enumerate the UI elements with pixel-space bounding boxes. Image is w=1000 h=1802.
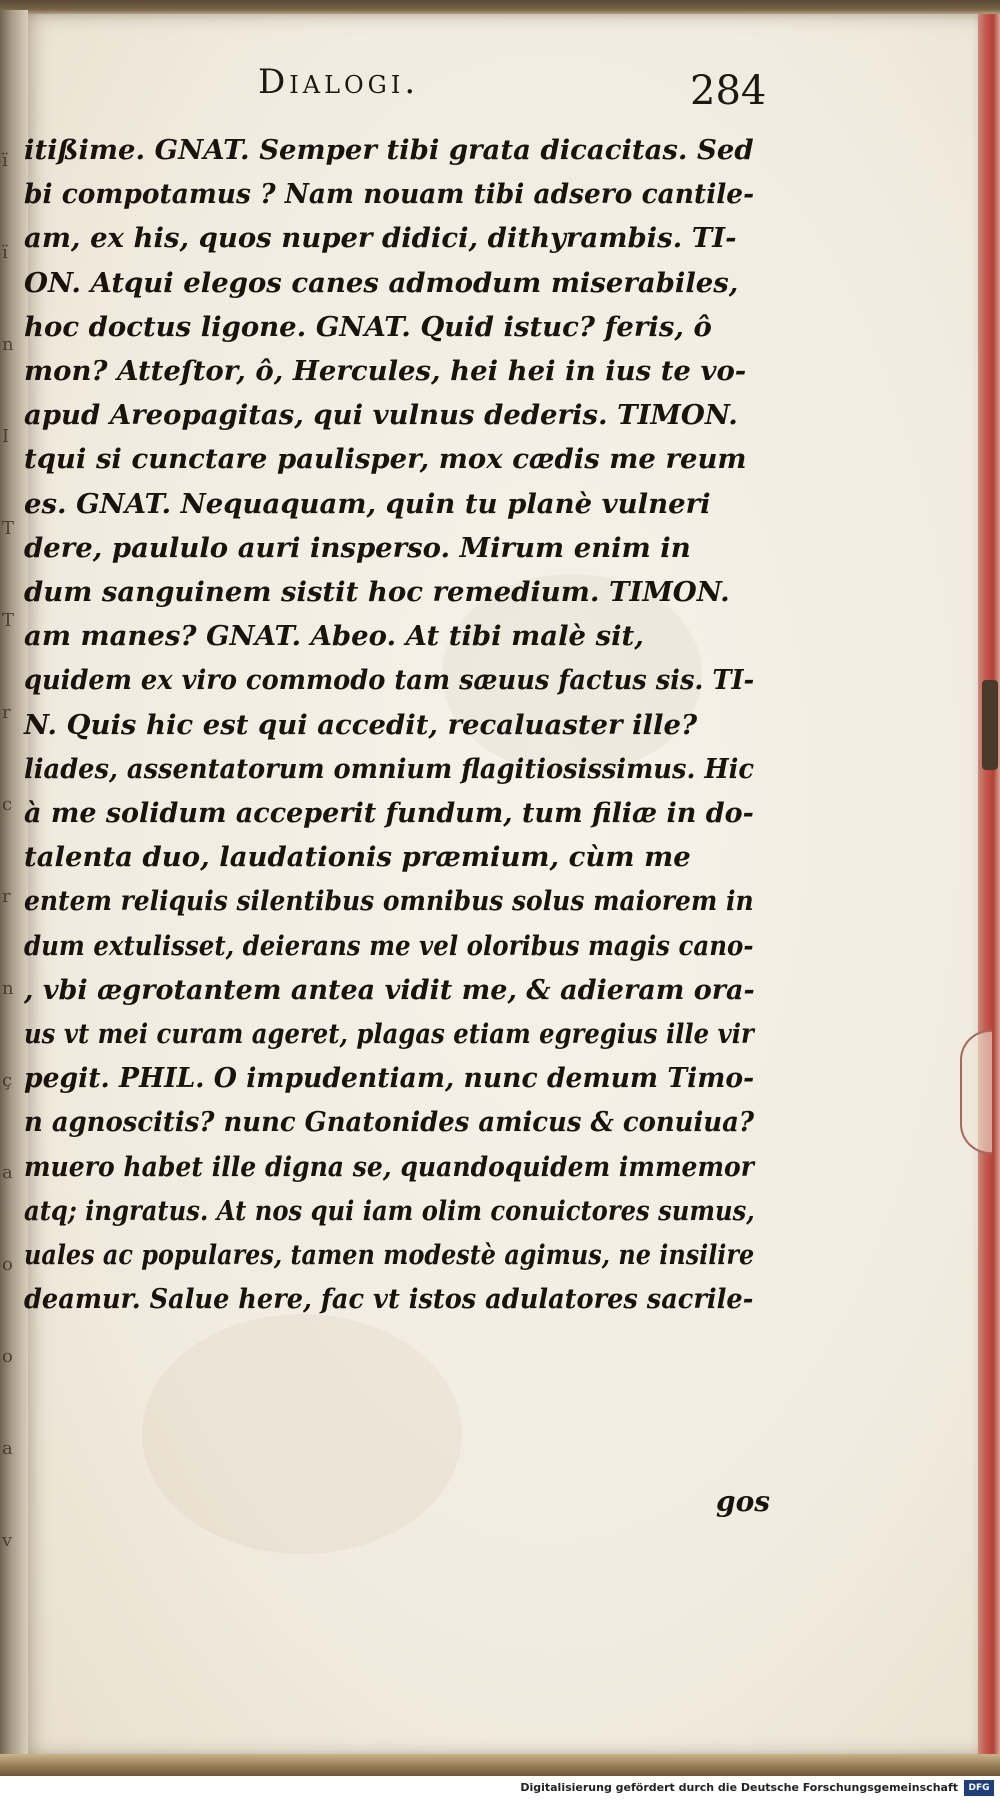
- text-line: hoc doctus ligone. GNAT. Quid istuc? feris, ô: [24, 310, 712, 343]
- catchword: gos: [716, 1485, 771, 1518]
- gutter-glyph: r: [2, 702, 11, 723]
- gutter-glyph: o: [2, 1346, 13, 1367]
- text-line: liades, assentatorum omnium flagitiosissimus. Hic: [24, 752, 755, 785]
- gutter-glyph: o: [2, 1254, 13, 1275]
- gutter-glyph: I: [2, 426, 10, 447]
- gutter-glyph: ç: [2, 1070, 13, 1091]
- dfg-logo: DFG: [964, 1780, 994, 1796]
- gutter-glyph: n: [2, 334, 14, 355]
- footer-bar: [0, 1776, 1000, 1802]
- text-line: apud Areopagitas, qui vulnus dederis. TIMON.: [24, 399, 738, 432]
- bottom-board-edge: [0, 1754, 1000, 1776]
- text-line: itißime. GNAT. Semper tibi grata dicacitas. Sed: [24, 134, 754, 166]
- text-line: am, ex his, quos nuper didici, dithyrambis. TI-: [24, 222, 737, 255]
- paper-stain: [142, 1314, 462, 1554]
- text-line: dere, paululo auri insperso. Mirum enim in: [24, 531, 691, 564]
- gutter-glyph: ï: [2, 242, 8, 263]
- text-line: ON. Atqui elegos canes admodum miserabiles,: [24, 266, 739, 299]
- gutter-glyph: T: [2, 610, 15, 631]
- text-line: n agnoscitis? nunc Gnatonides amicus & conuiua?: [24, 1106, 755, 1139]
- red-page-edge: [978, 14, 1000, 1756]
- text-line: à me solidum acceperit fundum, tum filiæ in do-: [24, 797, 754, 829]
- text-line: N. Quis hic est qui accedit, recaluaster ille?: [24, 708, 698, 741]
- text-line: us vt mei curam ageret, plagas etiam egregius ille vir: [24, 1018, 754, 1050]
- gutter-glyph: v: [2, 1530, 13, 1551]
- text-line: tqui si cunctare paulisper, mox cædis me reum: [24, 443, 747, 476]
- gutter-glyph: n: [2, 978, 14, 999]
- gutter-glyph: r: [2, 886, 11, 907]
- running-title: Dialogi.: [258, 62, 420, 102]
- text-line: es. GNAT. Nequaquam, quin tu planè vulneri: [24, 487, 711, 520]
- text-line: am manes? GNAT. Abeo. At tibi malè sit,: [24, 620, 644, 653]
- text-line: mon? Atteſtor, ô, Hercules, hei hei in ius te vo-: [24, 355, 747, 387]
- text-line: , vbi ægrotantem antea vidit me, & adieram ora-: [24, 973, 755, 1006]
- text-line: dum sanguinem sistit hoc remedium. TIMON.: [24, 576, 730, 608]
- text-line: uales ac populares, tamen modestè agimus, ne insilire: [24, 1239, 755, 1271]
- text-line: talenta duo, laudationis præmium, cùm me: [24, 841, 691, 874]
- page-number: 284: [690, 68, 767, 114]
- text-line: deamur. Salue here, fac vt istos adulatores sacrile-: [24, 1283, 754, 1316]
- text-line: dum extulisset, deierans me vel oloribus magis cano-: [24, 929, 754, 962]
- gutter-glyph: c: [2, 794, 13, 815]
- text-line: bi compotamus ? Nam nouam tibi adsero cantile-: [24, 178, 755, 211]
- text-line: quidem ex viro commodo tam sæuus factus sis. TI-: [24, 664, 755, 697]
- edge-clip: [982, 680, 998, 770]
- text-line: atq; ingratus. At nos qui iam olim conuictores sumus,: [24, 1194, 755, 1227]
- gutter-glyph: a: [2, 1162, 13, 1183]
- text-line: pegit. PHIL. O impudentiam, nunc demum Timo-: [24, 1062, 755, 1095]
- digitization-credit: Digitalisierung gefördert durch die Deutsche Forschungsgemeinschaft: [520, 1781, 958, 1794]
- gutter-glyph: ï: [2, 150, 8, 171]
- edge-notch: [960, 1030, 992, 1154]
- text-line: entem reliquis silentibus omnibus solus maiorem in: [24, 885, 754, 918]
- text-line: muero habet ille digna se, quandoquidem immemor: [24, 1150, 754, 1183]
- gutter-glyph: a: [2, 1438, 13, 1459]
- gutter-glyph: T: [2, 518, 15, 539]
